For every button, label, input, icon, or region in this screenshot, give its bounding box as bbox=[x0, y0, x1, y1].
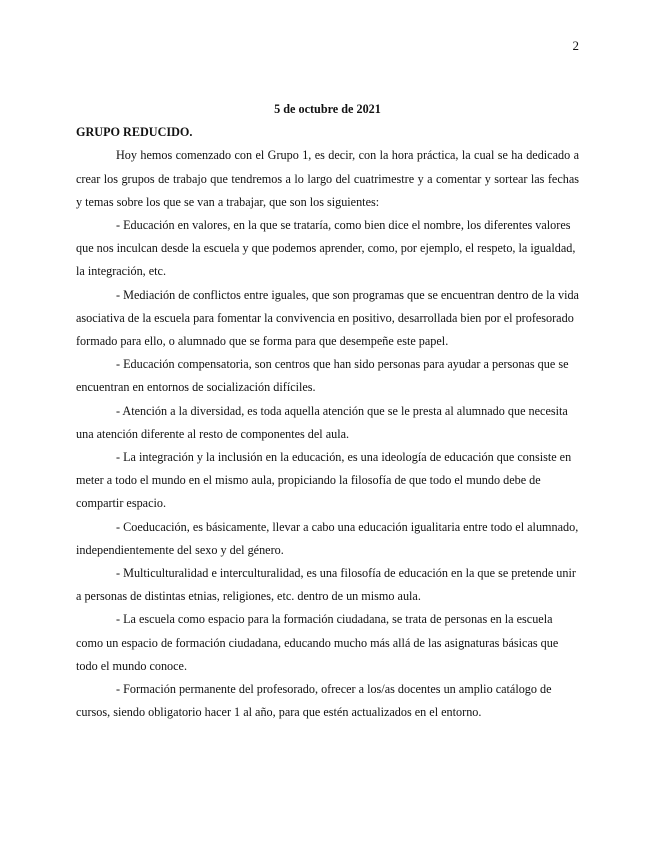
list-item-multiculturalidad: - Multiculturalidad e interculturalidad, es una filosofía de educación en la que se pretende unir a personas de distintas etnias, religiones, etc. dentro de un mismo aula. bbox=[76, 566, 576, 604]
list-item-formacion-ciudadana: - La escuela como espacio para la formación ciudadana, se trata de personas en la escuela como un espacio de formación ciudadana, educando mucho más allá de las asignaturas básicas que todo el mundo conoce. bbox=[76, 612, 559, 673]
list-item-diversidad: - Atención a la diversidad, es toda aquella atención que se le presta al alumnado que necesita una atención diferente al resto de componentes del aula. bbox=[76, 403, 568, 441]
page-number: 2 bbox=[572, 38, 579, 53]
intro-paragraph: Hoy hemos comenzado con el Grupo 1, es decir, con la hora práctica, la cual se ha dedicado a crear los grupos de trabajo que tendremos a lo largo del cuatrimestre y a comentar y sortear las fechas y temas sobre los que se van a trabajar, que son los siguientes: bbox=[76, 148, 579, 209]
section-heading: GRUPO REDUCIDO. bbox=[76, 125, 193, 140]
list-item-compensatoria: - Educación compensatoria, son centros que han sido personas para ayudar a personas que se encuentran en entornos de socialización difíciles. bbox=[76, 357, 569, 395]
document-date: 5 de octubre de 2021 bbox=[274, 102, 381, 116]
document-body bbox=[76, 98, 579, 724]
list-item-inclusion: - La integración y la inclusión en la educación, es una ideología de educación que consiste en meter a todo el mundo en el mismo aula, propiciando la filosofía de que todo el mundo debe de compartir espacio. bbox=[76, 450, 572, 511]
list-item-formacion-profesorado: - Formación permanente del profesorado, ofrecer a los/as docentes un amplio catálogo de cursos, siendo obligatorio hacer 1 al año, para que estén actualizados en el entorno. bbox=[76, 682, 552, 720]
list-item-coeducacion: - Coeducación, es básicamente, llevar a cabo una educación igualitaria entre todo el alumnado, independientemente del sexo y del género. bbox=[76, 519, 579, 557]
list-item-mediacion: - Mediación de conflictos entre iguales, que son programas que se encuentran dentro de la vida asociativa de la escuela para fomentar la convivencia en positivo, desarrollada bien por el profesorado formado para ello, o alumnado que se forma para que desempeñe este papel. bbox=[76, 287, 579, 349]
list-item-valores: - Educación en valores, en la que se trataría, como bien dice el nombre, los diferentes valores que nos inculcan desde la escuela y que podemos aprender, como, por ejemplo, el respeto, la igualdad, la integración, etc. bbox=[76, 218, 576, 279]
